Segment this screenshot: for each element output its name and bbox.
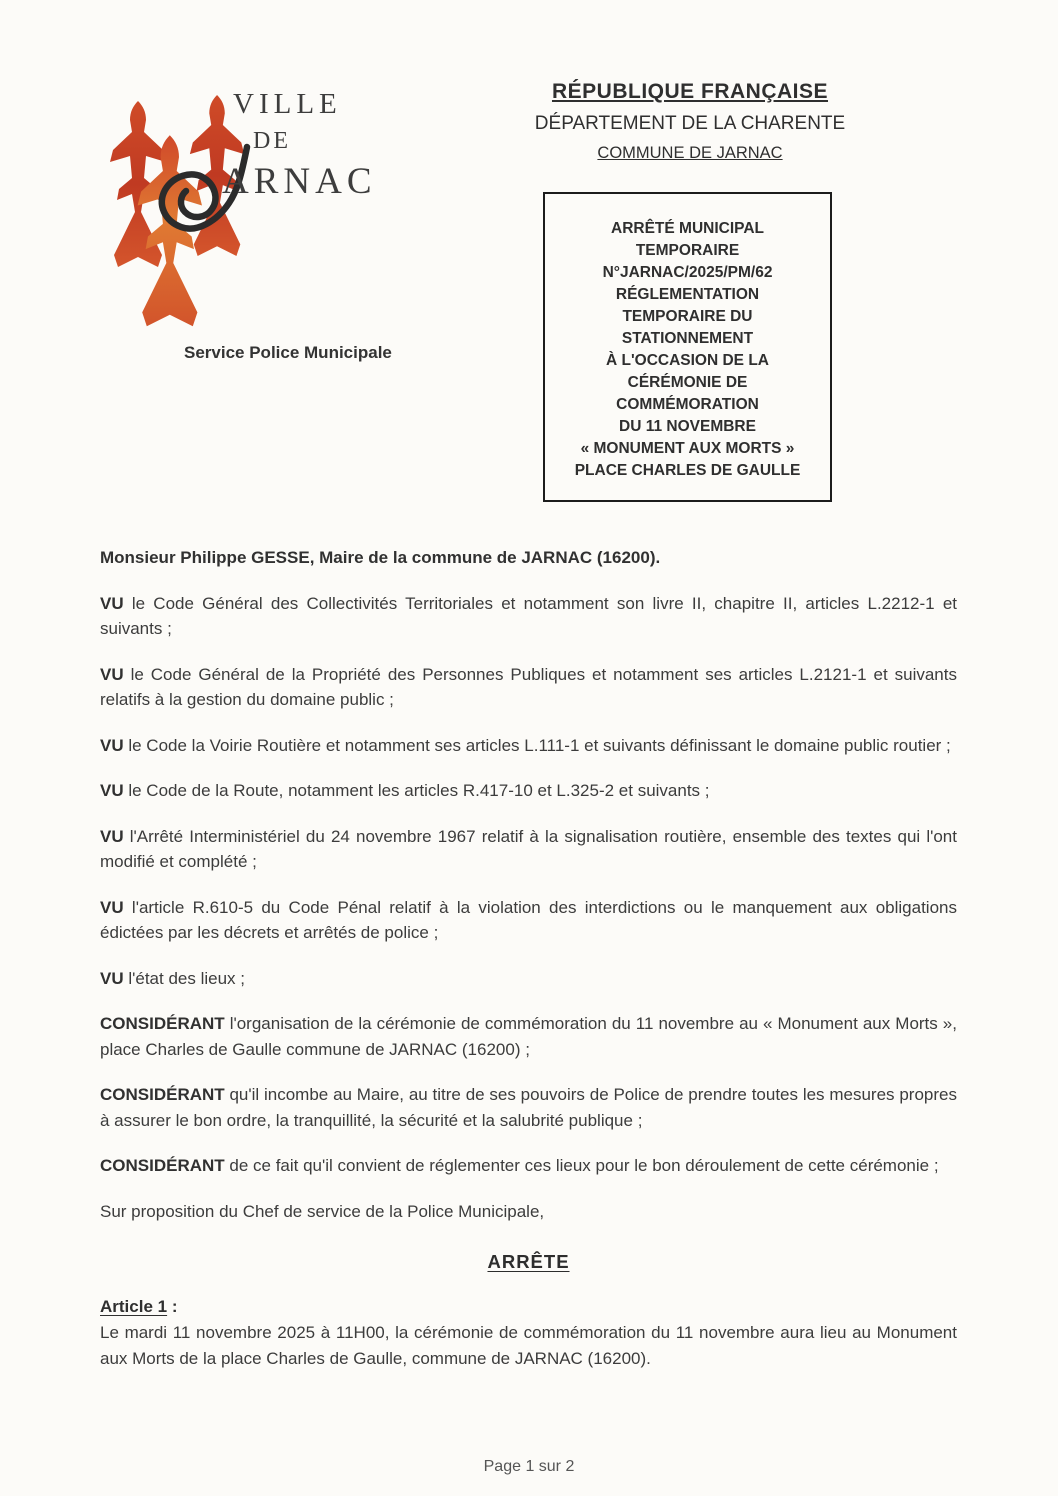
logo-text-de: DE (253, 128, 291, 154)
decree-title-line: « MONUMENT AUX MORTS » (580, 440, 795, 457)
decree-number: N°JARNAC/2025/PM/62 (602, 264, 773, 281)
proposition-paragraph: Sur proposition du Chef de service de la Police Municipale, (100, 1201, 545, 1221)
jarnac-logo-icon (95, 85, 280, 335)
decree-title-line: TEMPORAIRE DU (622, 308, 753, 325)
decree-title-line: RÉGLEMENTATION (615, 286, 760, 303)
decree-title-line: CÉRÉMONIE DE (627, 374, 748, 391)
decree-title-line: COMMÉMORATION (616, 396, 759, 413)
decree-title-line: TEMPORAIRE (635, 242, 740, 259)
service-label: Service Police Municipale (184, 343, 392, 362)
government-header (510, 80, 870, 163)
vu-paragraph: VU le Code de la Route, notamment les articles R.417-10 et L.325-2 et suivants ; (100, 781, 710, 800)
vu-paragraph: VU le Code la Voirie Routière et notamment ses articles L.111-1 et suivants définissant le domaine public routier ; (100, 735, 951, 755)
page-number: Page 1 sur 2 (483, 1458, 575, 1475)
commune-title: COMMUNE DE JARNAC (597, 144, 783, 162)
mayor-intro-paragraph: Monsieur Philippe GESSE, Maire de la commune de JARNAC (16200). (100, 548, 661, 567)
decree-title-line: PLACE CHARLES DE GAULLE (574, 462, 801, 479)
considerant-paragraph: CONSIDÉRANT l'organisation de la cérémonie de commémoration du 11 novembre au « Monument aux Morts », place Charles de Gaulle commune de JARNAC (16200) ; (100, 1014, 957, 1059)
vu-paragraph: VU l'article R.610-5 du Code Pénal relatif à la violation des interdictions ou le manquement aux obligations édictées par les décrets et arrêtés de police ; (100, 897, 957, 942)
considerant-paragraph: CONSIDÉRANT de ce fait qu'il convient de réglementer ces lieux pour le bon déroulement de cette cérémonie ; (100, 1156, 939, 1175)
logo-text-arnac: ARNAC (222, 161, 377, 202)
document-body (100, 545, 957, 1391)
decree-title-line: STATIONNEMENT (621, 330, 754, 347)
vu-paragraph: VU le Code Général des Collectivités Territoriales et notamment son livre II, chapitre II, articles L.2212-1 et suivants ; (100, 593, 957, 638)
vu-paragraph: VU le Code Général de la Propriété des Personnes Publiques et notamment ses articles L.2121-1 et suivants relatifs à la gestion du domaine public ; (100, 664, 957, 709)
decree-title-box (543, 192, 832, 502)
vu-paragraph: VU l'état des lieux ; (100, 968, 245, 988)
article-1-heading: Article 1 : (100, 1297, 178, 1316)
vu-paragraph: VU l'Arrêté Interministériel du 24 novembre 1967 relatif à la signalisation routière, ensemble des textes qui l'ont modifié et complété ; (100, 826, 957, 871)
decree-title-line: ARRÊTÉ MUNICIPAL (611, 220, 764, 237)
article-1-text: Le mardi 11 novembre 2025 à 11H00, la cérémonie de commémoration du 11 novembre aura lieu au Monument aux Morts de la place Charles de Gaulle, commune de JARNAC (16200). (100, 1323, 957, 1368)
arrete-heading: ARRÊTE (487, 1251, 570, 1272)
considerant-paragraph: CONSIDÉRANT qu'il incombe au Maire, au titre de ses pouvoirs de Police de prendre toutes les mesures propres à assurer le bon ordre, la tranquillité, la sécurité et la salubrité publique ; (100, 1085, 957, 1130)
decree-title-line: À L'OCCASION DE LA (606, 352, 769, 369)
decree-title-line: DU 11 NOVEMBRE (619, 418, 756, 435)
logo-text-ville: VILLE (233, 88, 342, 120)
department-title: DÉPARTEMENT DE LA CHARENTE (534, 113, 846, 134)
republic-title: RÉPUBLIQUE FRANÇAISE (551, 80, 829, 103)
